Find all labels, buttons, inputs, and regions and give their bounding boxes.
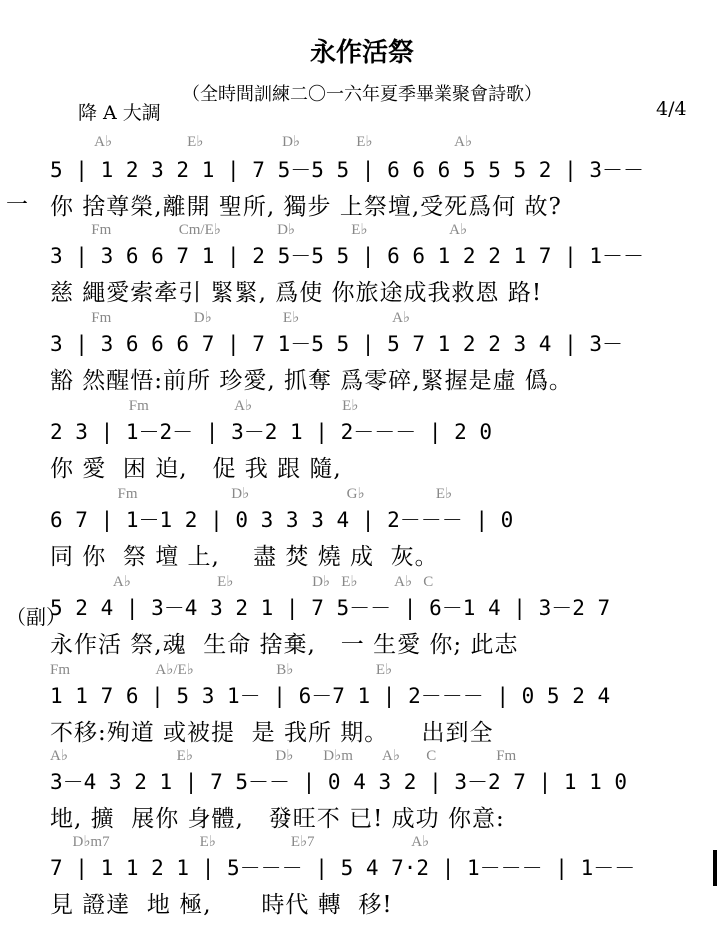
notation-line: 3 | 3 6 6 7 1 | 2 5－5 5 | 6 6 1 2 2 1 7 | 1－－ [50,244,645,268]
chord-line: A♭ E♭ D♭ D♭m A♭ C Fm [50,748,517,764]
key-signature: 降 A 大調 [78,102,161,124]
verse-prefix: 一 [6,193,29,218]
lyric-line: 地, 擴 展你 身體, 發旺不 已! 成功 你意: [50,806,505,832]
lyric-line: 見 證達 地 極, 時代 轉 移! [50,892,393,918]
chord-line: A♭ E♭ D♭ E♭ A♭ [50,134,473,150]
notation-line: 7 | 1 1 2 1 | 5－－－ | 5 4 7·2 | 1－－－ | 1－－ [50,856,636,880]
notation-line: 2 3 | 1－2－ | 3－2 1 | 2－－－ | 2 0 [50,420,493,444]
notation-line: 5 2 4 | 3－4 3 2 1 | 7 5－－ | 6－1 4 | 3－2 7 [50,596,611,620]
lyric-line: 不移:殉道 或被提 是 我所 期。 出到全 [50,720,494,746]
lyric-line: 你 愛 困 迫, 促 我 跟 隨, [50,456,342,482]
final-barline [713,850,717,886]
lyric-line: 同 你 祭 壇 上, 盡 焚 燒 成 灰。 [50,544,439,570]
chord-line: Fm D♭ G♭ E♭ [50,486,453,502]
notation-line: 1 1 7 6 | 5 3 1－ | 6－7 1 | 2－－－ | 0 5 2 4 [50,684,611,708]
lyric-line: 你 捨尊榮,離開 聖所, 獨步 上祭壇,受死爲何 故? [50,194,562,220]
lyric-line: 慈 繩愛索牽引 緊緊, 爲使 你旅途成我救恩 路! [50,280,543,306]
chord-line: Fm A♭ E♭ [50,398,359,414]
chord-line: D♭m7 E♭ E♭7 A♭ [50,834,430,850]
chord-line: Fm D♭ E♭ A♭ [50,310,410,326]
time-signature: 4/4 [656,98,687,120]
song-title: 永作活祭 [309,38,414,68]
notation-line: 5 | 1 2 3 2 1 | 7 5－5 5 | 6 6 6 5 5 5 2 | 3－－ [50,158,645,182]
chord-line: Fm A♭/E♭ B♭ E♭ [50,662,393,678]
notation-line: 3 | 3 6 6 6 7 | 7 1－5 5 | 5 7 1 2 2 3 4 | 3－ [50,332,624,356]
notation-line: 3－4 3 2 1 | 7 5－－ | 0 4 3 2 | 3－2 7 | 1 1 0 [50,770,628,794]
song-subtitle: （全時間訓練二〇一六年夏季畢業聚會詩歌） [182,84,542,105]
lyric-line: 豁 然醒悟:前所 珍愛, 抓奪 爲零碎,緊握是虛 僞。 [50,368,573,394]
notation-line: 6 7 | 1－1 2 | 0 3 3 3 4 | 2－－－ | 0 [50,508,514,532]
chorus-label: （副） [6,605,66,629]
chord-line: A♭ E♭ D♭ E♭ A♭ C [50,574,434,590]
chord-line: Fm Cm/E♭ D♭ E♭ A♭ [50,222,468,238]
lyric-line: 永作活 祭,魂 生命 捨棄, 一 生愛 你; 此志 [50,632,519,658]
